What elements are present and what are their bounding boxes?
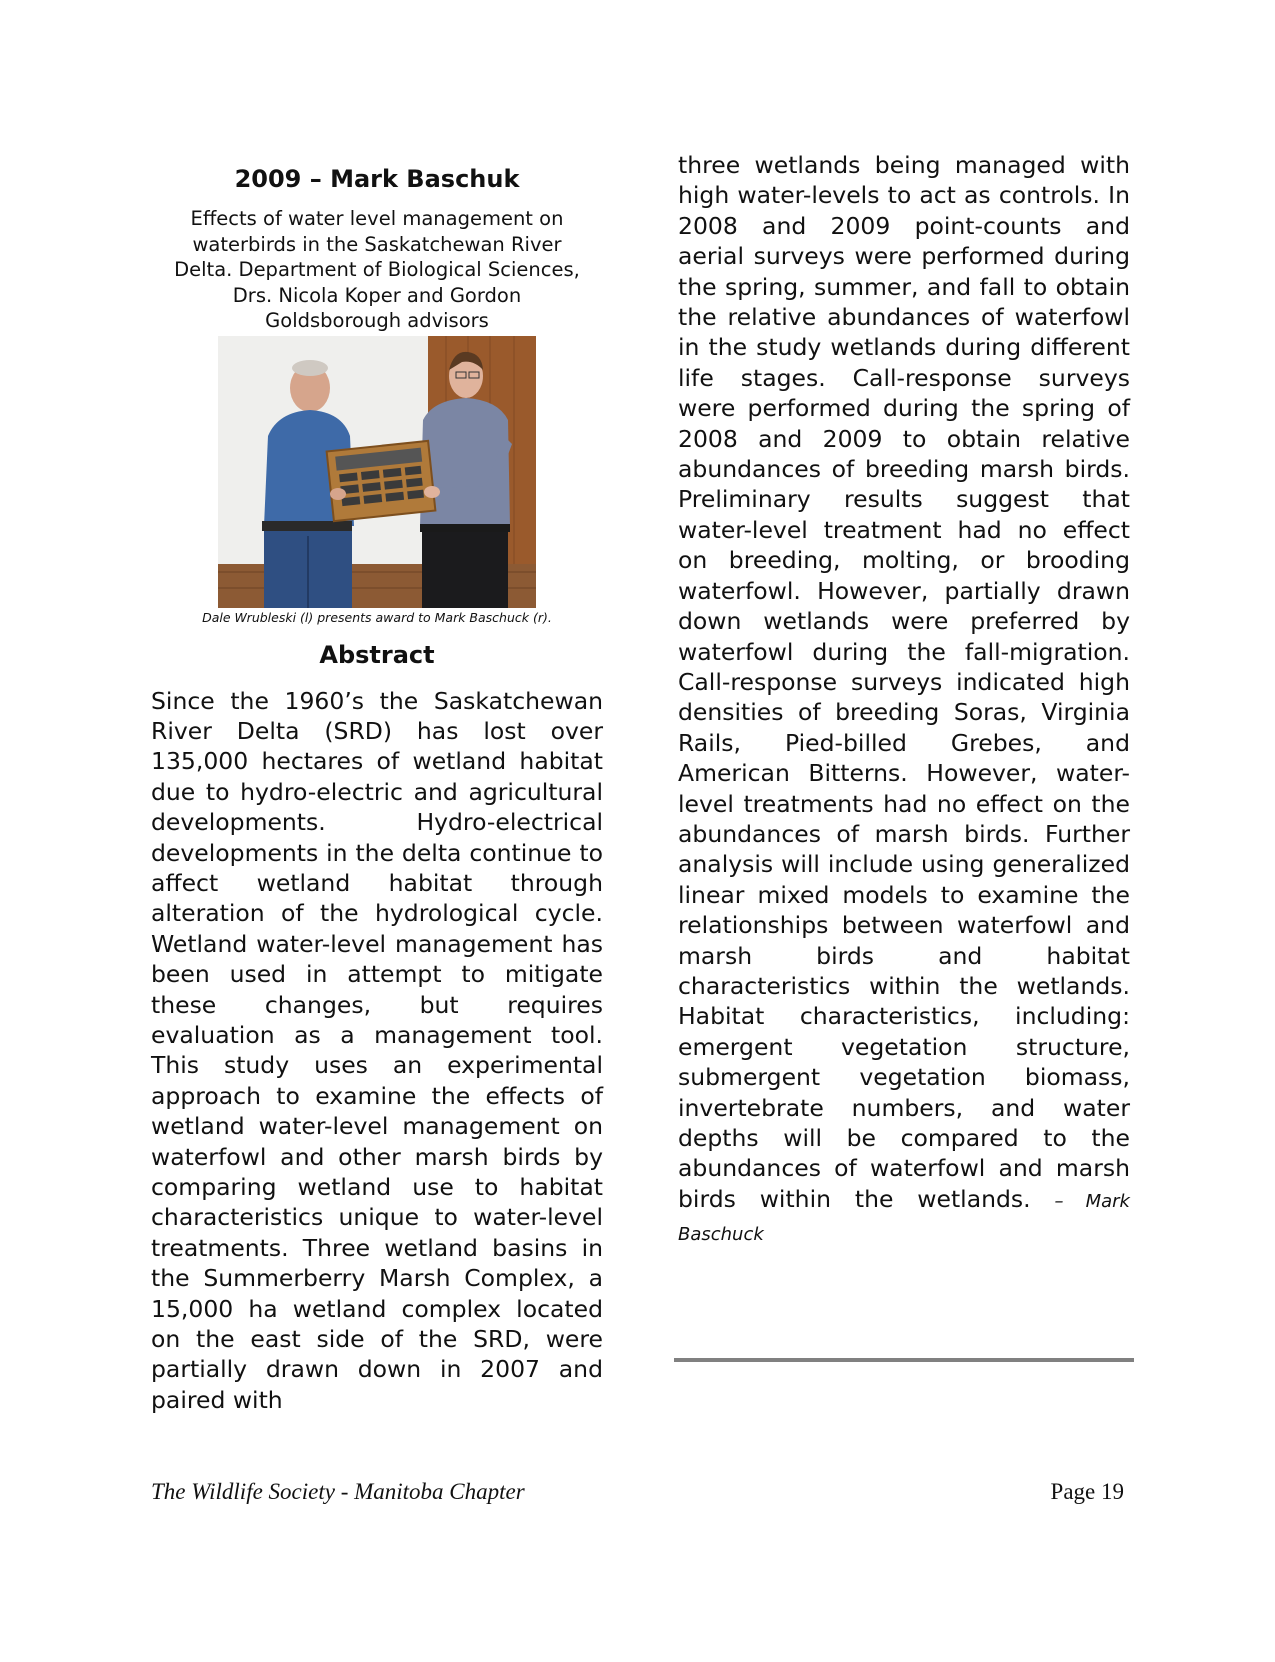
abstract-text-left: Since the 1960’s the Saskatchewan River Delta (SRD) has lost over 135,000 hectares of wetland habitat due to hydro-electric and agricultural developments. Hydro-electrical developments in the delta continue to affect wetland habitat through alteration of the hydrological cycle. Wetland water-level management has been used in attempt to mitigate these changes, but requires evaluation as a management tool. This study uses an experimental approach to examine the effects of wetland water-level management on waterfowl and other marsh birds by comparing wetland use to habitat characteristics unique to water-level treatments. Three wetland basins in the Summerberry Marsh Complex, a 15,000 ha wetland complex located on the east side of the SRD, were partially drawn down in 2007 and paired with (151, 686, 603, 1414)
abstract-heading: Abstract (319, 640, 435, 669)
award-photo (218, 336, 536, 608)
right-column (678, 150, 1130, 1251)
abstract-text-right-body: three wetlands being managed with high water-levels to act as controls. In 2008 and 2009 point-counts and aerial surveys were performed during the spring, summer, and fall to obtain the relative abundances of waterfowl in the study wetlands during different life stages. Call-response surveys were performed during the spring of 2008 and 2009 to obtain relative abundances of breeding marsh birds. Preliminary results suggest that water-level treatment had no effect on breeding, molting, or brooding waterfowl. However, partially drawn down wetlands were preferred by waterfowl during the fall-migration. Call-response surveys indicated high densities of breeding Soras, Virginia Rails, Pied-billed Grebes, and American Bitterns. However, water-level treatments had no effect on the abundances of marsh birds. Further analysis will include using generalized linear mixed models to examine the relationships between waterfowl and marsh birds and habitat characteristics within the wetlands. Habitat characteristics, including: emergent vegetation structure, submergent vegetation biomass, invertebrate numbers, and water depths will be compared to the abundances of waterfowl and marsh birds within the wetlands. (678, 151, 1130, 1213)
article-subtitle: Effects of water level management on waterbirds in the Saskatchewan River Delta. Department of Biological Sciences, Drs. Nicola Koper and Gordon Goldsborough advisors (174, 207, 580, 332)
section-divider (674, 1358, 1134, 1362)
footer-page-number: Page 19 (1050, 1479, 1124, 1504)
author-signature: – Mark Baschuck (678, 1190, 1130, 1246)
photo-caption: Dale Wrubleski (l) presents award to Mark Baschuck (r). (202, 609, 552, 625)
left-column (151, 150, 603, 1415)
footer-publication: The Wildlife Society - Manitoba Chapter (151, 1479, 525, 1504)
article-title: 2009 – Mark Baschuk (234, 165, 520, 193)
abstract-text-right (678, 150, 1130, 1251)
